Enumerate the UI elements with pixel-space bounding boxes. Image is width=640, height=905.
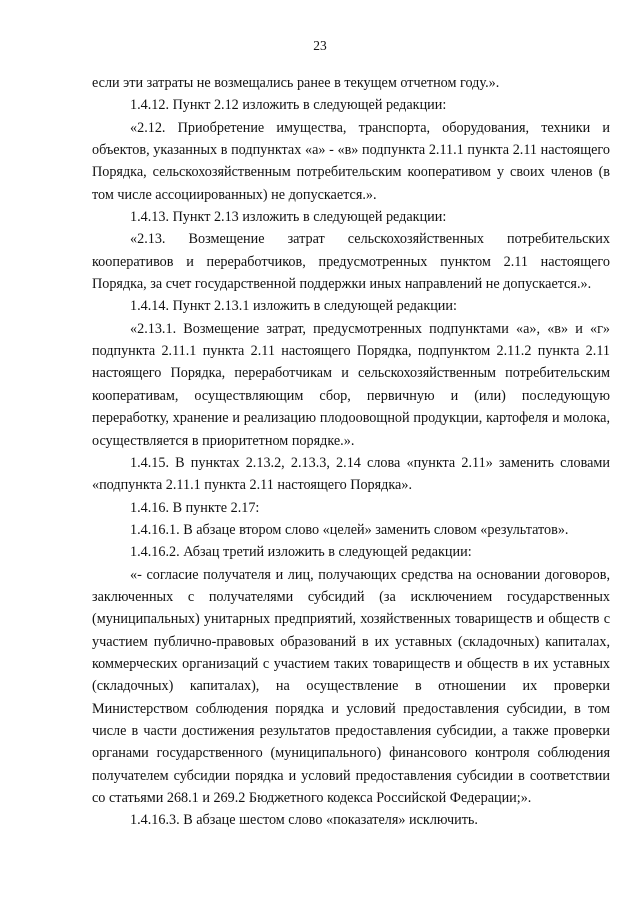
document-body bbox=[92, 72, 610, 832]
paragraph-agreement-quote: «- согласие получателя и лиц, получающих средства на основании договоров, заключенных с получателями субсидий (за исключением государственных (муниципальных) унитарных предприятий, хозяйственных товариществ и обществ с участием публично-правовых образований в их уставных (складочных) капиталах, коммерческих организаций с участием таких товариществ и обществ в их уставных (складочных) капиталах), на осуществление в отношении их проверки Министерством соблюдения порядка и условий предоставления субсидии, в том числе в части достижения результатов предоставления субсидии, а также проверки органами государственного (муниципального) финансового контроля соблюдения получателем субсидии порядка и условий предоставления субсидии в соответствии со статьями 268.1 и 269.2 Бюджетного кодекса Российской Федерации;». bbox=[92, 566, 610, 806]
paragraph-1-4-16-3: 1.4.16.3. В абзаце шестом слово «показателя» исключить. bbox=[130, 812, 478, 829]
paragraph-1-4-14: 1.4.14. Пункт 2.13.1 изложить в следующей редакции: bbox=[130, 298, 457, 315]
paragraph-1-4-16: 1.4.16. В пункте 2.17: bbox=[130, 499, 260, 516]
page-number: 23 bbox=[313, 38, 327, 53]
paragraph-1-4-16-1: 1.4.16.1. В абзаце втором слово «целей» заменить словом «результатов». bbox=[130, 521, 569, 538]
paragraph-1-4-12: 1.4.12. Пункт 2.12 изложить в следующей редакции: bbox=[130, 97, 447, 114]
paragraph-1-4-15: 1.4.15. В пунктах 2.13.2, 2.13.3, 2.14 слова «пункта 2.11» заменить словами «подпункта 2.11.1 пункта 2.11 настоящего Порядка». bbox=[92, 454, 610, 494]
paragraph-2-12-text: «2.12. Приобретение имущества, транспорта, оборудования, техники и объектов, указанных в подпунктах «а» - «в» подпункта 2.11.1 пункта 2.11 настоящего Порядка, сельскохозяйственным потребительским кооперативом у своих членов (в том числе ассоциированных) не допускается.». bbox=[92, 119, 610, 203]
paragraph-continuation: если эти затраты не возмещались ранее в текущем отчетном году.». bbox=[92, 75, 500, 91]
paragraph-1-4-16-2: 1.4.16.2. Абзац третий изложить в следующей редакции: bbox=[130, 544, 472, 561]
paragraph-2-13-text: «2.13. Возмещение затрат сельскохозяйственных потребительских кооперативов и переработчиков, предусмотренных пунктом 2.11 настоящего Порядка, за счет государственной поддержки иных направлений не допускается.». bbox=[92, 231, 610, 293]
paragraph-2-13-1-text: «2.13.1. Возмещение затрат, предусмотренных подпунктами «а», «в» и «г» подпункта 2.11.1 пункта 2.11 настоящего Порядка, подпунктом 2.11.2 пункта 2.11 настоящего Порядка, переработчикам и сельскохозяйственным потребительским кооперативам, осуществляющим сбор, первичную и (или) последующую переработку, хранение и реализацию плодоовощной продукции, картофеля и молока, осуществляется в приоритетном порядке.». bbox=[92, 320, 610, 449]
paragraph-1-4-13: 1.4.13. Пункт 2.13 изложить в следующей редакции: bbox=[130, 209, 447, 226]
